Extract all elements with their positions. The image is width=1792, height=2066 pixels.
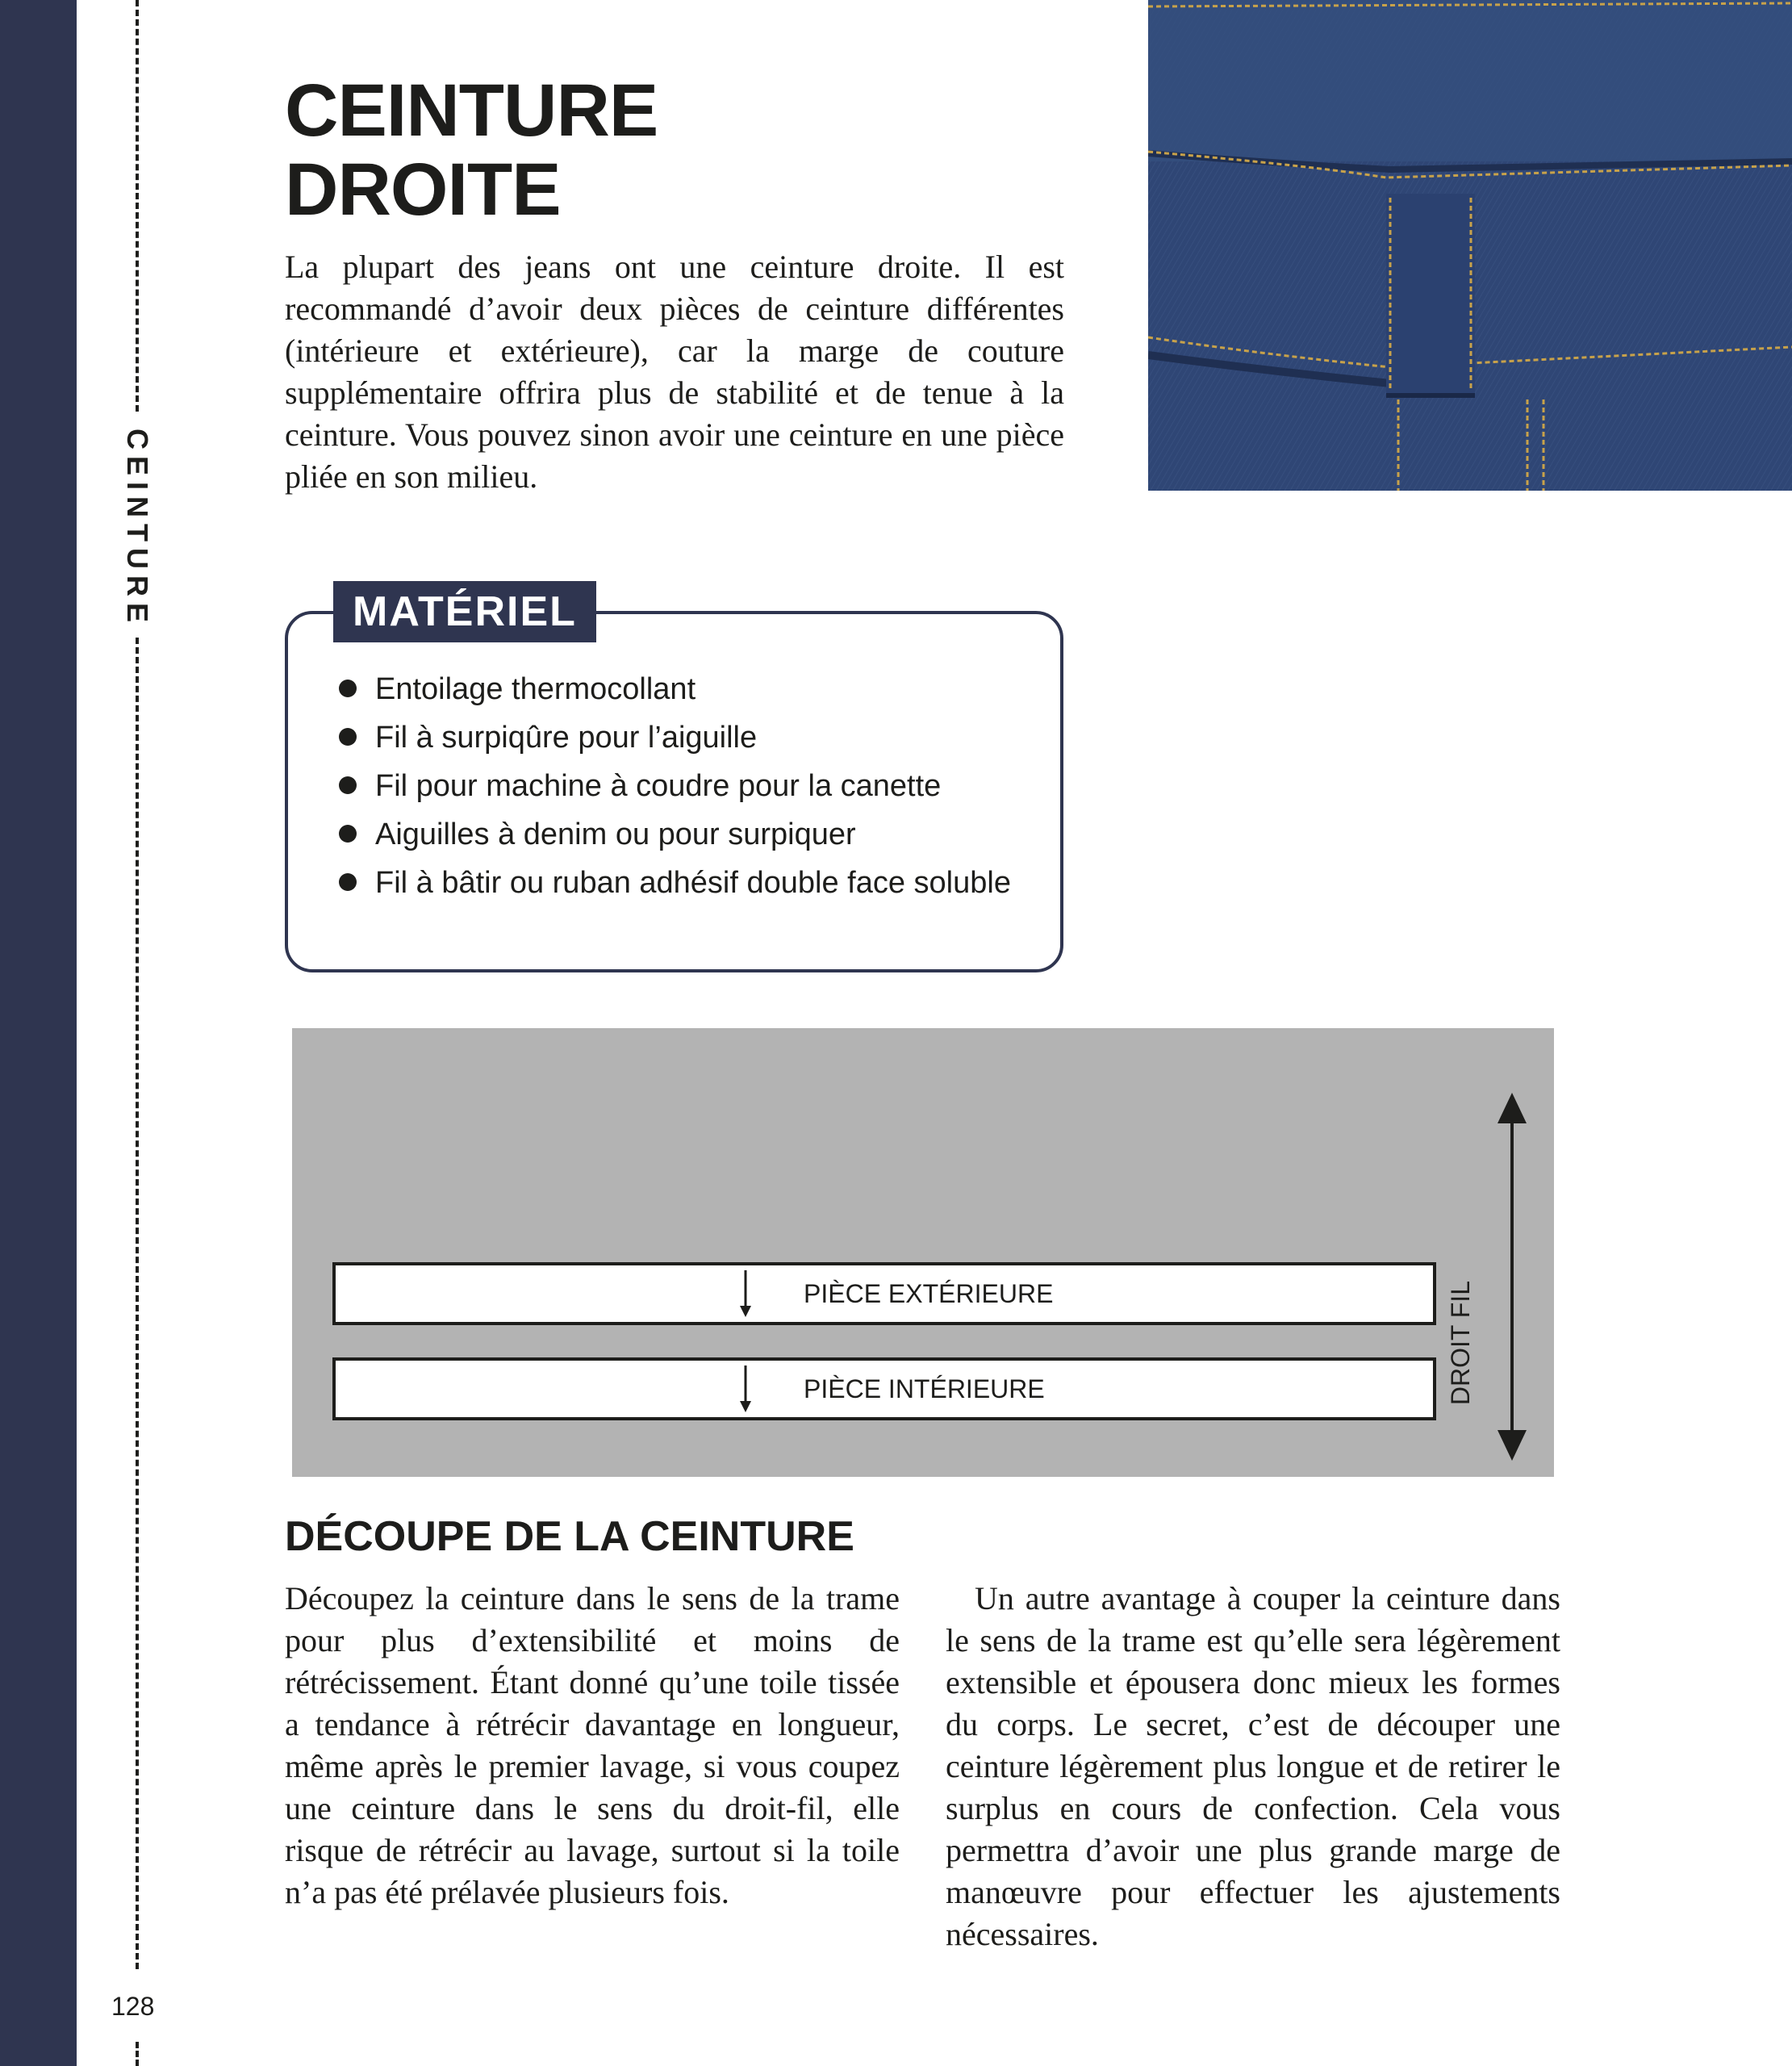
bullet-icon [339,873,357,891]
dashed-margin-line [136,0,139,412]
dashed-margin-line [136,2042,139,2066]
sidebar-band [0,0,77,2066]
list-item-text: Fil à surpiqûre pour l’aiguille [375,721,758,755]
list-item [339,767,1033,805]
page-title [285,71,1011,229]
bullet-icon [339,728,357,746]
waistband-cutting-diagram [292,1028,1554,1477]
pattern-piece-outer [332,1262,1436,1325]
list-item-text: Aiguilles à denim ou pour surpiquer [375,818,856,851]
section-tab [113,429,161,629]
intro-paragraph: La plupart des jeans ont une ceinture droite. Il est recommandé d’avoir deux pièces de ceinture différentes (intérieure et extérieure), car la marge de couture supplémentaire offrira plus de stabilité et de tenue à la ceinture. Vous pouvez sinon avoir une ceinture en une pièce pliée en son milieu. [285,249,1064,495]
pattern-piece-inner [332,1357,1436,1420]
pattern-piece-inner-label: PIÈCE INTÉRIEURE [804,1374,1045,1403]
bullet-icon [339,776,357,794]
page-title-line-2: DROITE [285,148,561,231]
grain-line-double-arrow-icon [1494,1093,1530,1461]
list-item [339,815,1033,854]
materiel-heading: MATÉRIEL [333,581,596,642]
list-item [339,670,1033,709]
grain-arrow-down-icon [737,1270,754,1319]
body-column-left: Découpez la ceinture dans le sens de la trame pour plus d’extensibilité et moins de rétrécissement. Étant donné qu’une toile tissée a tendance à rétrécir davantage en longueur, même après le premier lavage, si vous coupez une ceinture dans le sens du droit-fil, elle risque de rétrécir au lavage, surtout si la toile n’a pas été prélavée plusieurs fois. [285,1580,900,1910]
bullet-icon [339,680,357,697]
list-item-text: Entoilage thermocollant [375,672,696,706]
list-item-text: Fil pour machine à coudre pour la canette [375,769,942,803]
dashed-margin-line [136,638,139,1969]
materiel-list [339,670,1033,912]
page-number: 128 [111,1992,155,2021]
page-title-line-1: CEINTURE [285,69,658,152]
list-item [339,718,1033,757]
bullet-icon [339,825,357,843]
list-item [339,864,1033,902]
section-heading-decoupe: DÉCOUPE DE LA CEINTURE [285,1513,854,1560]
grain-label [1436,1246,1485,1440]
body-column-right: Un autre avantage à couper la ceinture dans le sens de la trame est qu’elle sera légèrement extensible et épousera donc mieux les formes du corps. Le secret, c’est de découper une ceinture légèrement plus longue et de retirer le surplus en cours de confection. Cela vous permettra d’avoir une plus grande marge de manœuvre pour effectuer les ajustements nécessaires. [946,1580,1560,1952]
denim-waistband-photo [1148,0,1792,491]
grain-label-text: DROIT FIL [1445,1280,1475,1406]
grain-arrow-down-icon [737,1365,754,1414]
list-item-text: Fil à bâtir ou ruban adhésif double face soluble [375,866,1011,900]
section-tab-label: CEINTURE [121,429,154,629]
pattern-piece-outer-label: PIÈCE EXTÉRIEURE [804,1279,1054,1308]
